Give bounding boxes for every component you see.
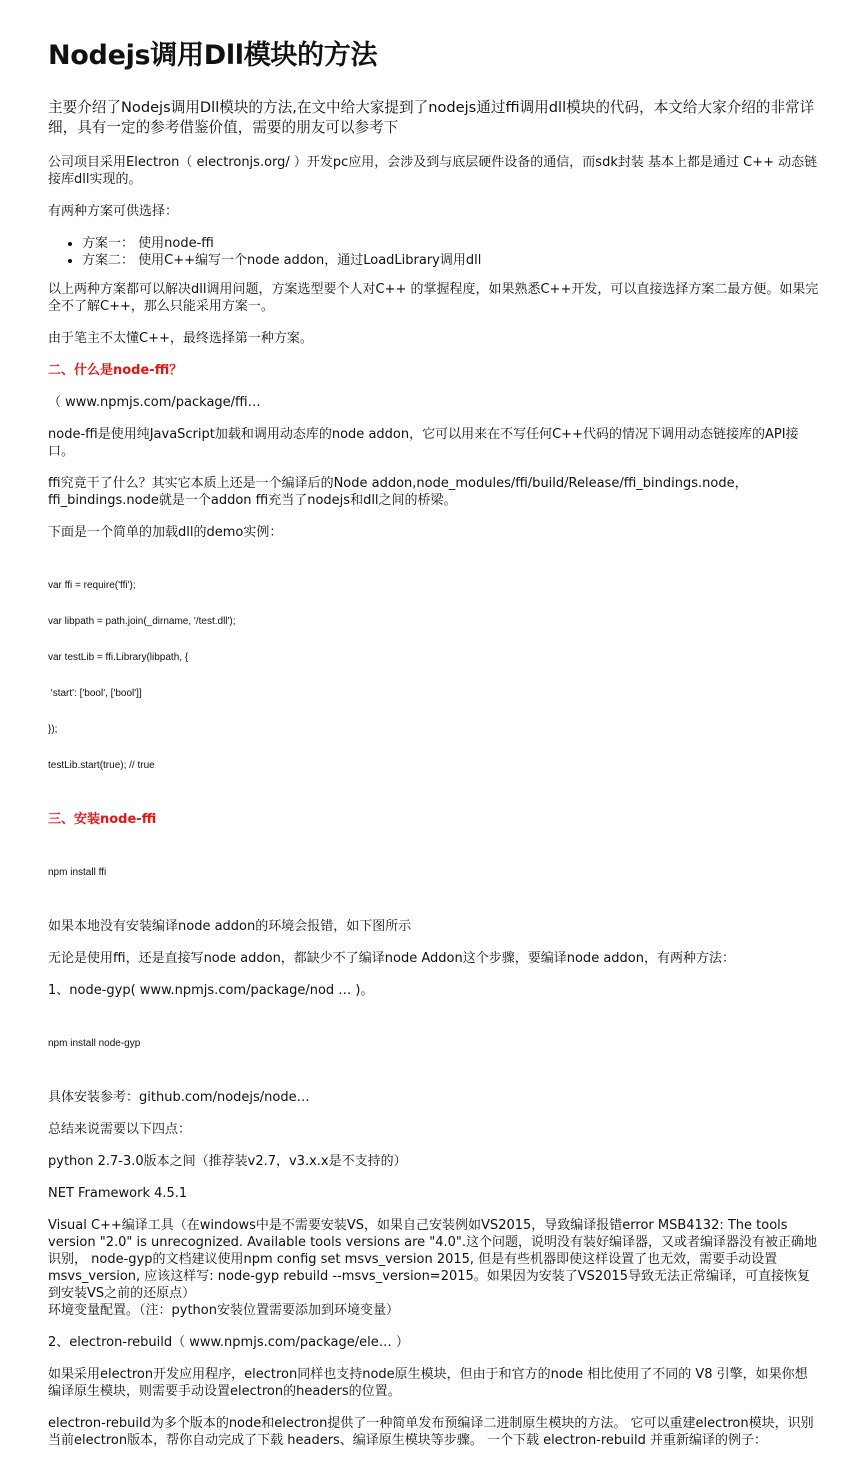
- code-line: npm install ffi: [48, 867, 107, 878]
- paragraph-compile-methods: 无论是使用ffi，还是直接写node addon，都缺少不了编译node Addon这个步骤，要编译node addon，有两种方法：: [48, 951, 735, 966]
- paragraph-error-note: 如果本地没有安装编译node addon的环境会报错，如下图所示: [48, 919, 412, 934]
- code-block-demo: [48, 556, 820, 796]
- paragraph-ffi-desc: node-ffi是使用纯JavaScript加载和调用动态库的node addon，它可以用来在不写任何C++代码的情况下调用动态链接库的API接口。: [48, 427, 799, 459]
- code-line: 'start': ['bool', ['bool']]: [48, 688, 142, 699]
- paragraph-ffi-explain: ffi究竟干了什么？其实它本质上还是一个编译后的Node addon,node_modules/ffi/build/Release/ffi_bindings.node，ffi_bindings.node就是一个addon ffi充当了nodejs和dll之间的桥梁。: [48, 476, 748, 508]
- paragraph-python: python 2.7-3.0版本之间（推荐装v2.7，v3.x.x是不支持的）: [48, 1154, 407, 1169]
- paragraph-net-framework: NET Framework 4.5.1: [48, 1186, 188, 1201]
- code-line: testLib.start(true); // true: [48, 760, 155, 771]
- section-heading-what-is-ffi: 二、什么是node-ffi？: [48, 363, 183, 378]
- paragraph-node-gyp: 1、node-gyp( www.npmjs.com/package/nod … )。: [48, 983, 374, 998]
- code-line: var testLib = ffi.Library(libpath, {: [48, 652, 189, 663]
- paragraph-env-vars: 环境变量配置。（注：python安装位置需要添加到环境变量）: [48, 1303, 399, 1318]
- paragraph-choice: 由于笔主不太懂C++，最终选择第一种方案。: [48, 331, 313, 346]
- code-line: var libpath = path.join(_dirname, '/test.dll');: [48, 616, 236, 627]
- code-block-install-ffi: [48, 843, 820, 903]
- paragraph-electron-rebuild-desc: electron-rebuild为多个版本的node和electron提供了一种简单发布预编译二进制原生模块的方法。 它可以重建electron模块，识别当前electron版本，帮你自动完成了下载 headers、编译原生模块等步骤。 一个下载 electron-rebuild 并重新编译的例子：: [48, 1416, 814, 1448]
- paragraph-electron-native: 如果采用electron开发应用程序，electron同样也支持node原生模块，但由于和官方的node 相比使用了不同的 V8 引擎，如果你想编译原生模块，则需要手动设置electron的headers的位置。: [48, 1367, 808, 1399]
- paragraph-options-compare: 以上两种方案都可以解决dll调用问题，方案选型要个人对C++ 的掌握程度，如果熟悉C++开发，可以直接选择方案二最方便。如果完全不了解C++，那么只能采用方案一。: [48, 282, 819, 314]
- list-item: • 方案一： 使用node-ffi: [82, 235, 820, 252]
- paragraph-install-ref: 具体安装参考：github.com/nodejs/node…: [48, 1090, 310, 1105]
- code-line: });: [48, 724, 58, 735]
- article-summary: 主要介绍了Nodejs调用Dll模块的方法,在文中给大家提到了nodejs通过ffi调用dll模块的代码，本文给大家介绍的非常详细，具有一定的参考借鉴价值，需要的朋友可以参考下: [48, 99, 815, 136]
- paragraph-ffi-link: （ www.npmjs.com/package/ffi…: [48, 395, 261, 410]
- article: [48, 38, 820, 1464]
- paragraph-summary-points: 总结来说需要以下四点：: [48, 1122, 192, 1137]
- paragraph-demo-intro: 下面是一个简单的加载dll的demo实例：: [48, 525, 283, 540]
- paragraph-intro: 公司项目采用Electron（ electronjs.org/ ）开发pc应用，会涉及到与底层硬件设备的通信，而sdk封装 基本上都是通过 C++ 动态链接库dll实现的。: [48, 155, 818, 187]
- options-list: [48, 235, 820, 269]
- page-title: Nodejs调用Dll模块的方法: [48, 40, 378, 71]
- code-block-install-node-gyp: [48, 1014, 820, 1074]
- list-item: • 方案二： 使用C++编写一个node addon，通过LoadLibrary调用dll: [82, 252, 820, 269]
- code-line: var ffi = require('ffi');: [48, 580, 136, 591]
- paragraph-options-intro: 有两种方案可供选择：: [48, 204, 179, 219]
- paragraph-electron-rebuild: 2、electron-rebuild（ www.npmjs.com/package/ele… ）: [48, 1335, 409, 1350]
- paragraph-visual-cpp: Visual C++编译工具（在windows中是不需要安装VS，如果自己安装例如VS2015，导致编译报错error MSB4132: The tools version "2.0" is unrecognized. Available tools versions are "4.0".这个问题，说明没有装好编译器，又或者编译器没有被正确地识别， node-gyp的文档建议使用npm config set msvs_version 2015, 但是有些机器即使这样设置了也无效，需要手动设置msvs_version, 应该这样写: node-gyp rebuild --msvs_version=2015。如果因为安装了VS2015导致无法正常编译，可直接恢复到安装VS之前的还原点）: [48, 1218, 818, 1301]
- section-heading-install-ffi: 三、安装node-ffi: [48, 812, 157, 827]
- code-line: npm install node-gyp: [48, 1038, 141, 1049]
